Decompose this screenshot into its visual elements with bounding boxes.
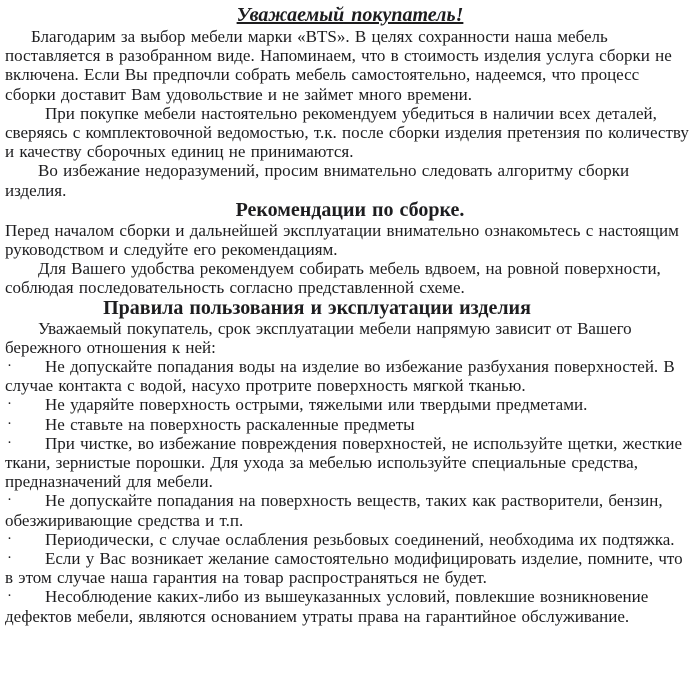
intro-paragraph-follow-algorithm: Во избежание недоразумений, просим внимательно следовать алгоритму сборки изделия. xyxy=(5,161,630,200)
intro-paragraph-check-parts: При покупке мебели настоятельно рекомендуем убедиться в наличии всех деталей, сверяясь с комплектовочной ведомостью, т.к. после сборки изделия претензия по количеству и качеству сборочных единиц не принимаются. xyxy=(5,103,689,162)
usage-rule-cleaning xyxy=(5,434,695,492)
usage-rule-tighten-joints xyxy=(5,530,695,549)
usage-rule-text: Не ставьте на поверхность раскаленные предметы xyxy=(45,414,415,434)
usage-rule-text: Не ударяйте поверхность острыми, тяжелыми или твердыми предметами. xyxy=(45,395,588,415)
usage-lead-paragraph: Уважаемый покупатель, срок эксплуатации мебели напрямую зависит от Вашего бережного отношения к ней: xyxy=(5,318,632,357)
usage-rule-no-solvents xyxy=(5,491,695,529)
usage-rule-text: Если у Вас возникает желание самостоятельно модифицировать изделие, помните, что в этом случае наша гарантия на товар распространяться не будет. xyxy=(5,549,683,588)
assembly-paragraph-read-manual: Перед началом сборки и дальнейшей эксплуатации внимательно ознакомьтесь с настоящим руководством и следуйте его рекомендациям. xyxy=(5,220,679,260)
document-title: Уважаемый покупатель! xyxy=(236,4,464,26)
bullet-marker: · xyxy=(7,550,12,567)
bullet-marker: · xyxy=(7,492,12,509)
bullet-marker: · xyxy=(7,434,12,451)
bullet-marker: · xyxy=(7,588,12,605)
usage-rule-text: Периодически, с случае ослабления резьбовых соединений, необходима их подтяжка. xyxy=(45,529,675,549)
usage-section-heading: Правила пользования и эксплуатации изделия xyxy=(103,296,531,319)
bullet-marker: · xyxy=(7,358,12,375)
usage-rule-no-impacts xyxy=(5,395,695,414)
usage-rule-no-modification xyxy=(5,549,695,587)
assembly-paragraph-two-people: Для Вашего удобства рекомендуем собирать мебель вдвоем, на ровной поверхности, соблюдая последовательность согласно представленной схеме. xyxy=(5,259,661,298)
intro-paragraph-thanks: Благодарим за выбор мебели марки «BTS». В целях сохранности наша мебель поставляется в разобранном виде. Напоминаем, что в стоимость изделия услуга сборки не включена. Если Вы предпочли собрать мебель самостоятельно, надеемся, что процесс сборки доставит Вам удовольствие и не займет много времени. xyxy=(5,27,672,104)
usage-rule-no-water xyxy=(5,357,695,395)
usage-rule-text: Не допускайте попадания на поверхность веществ, таких как растворители, бензин, обезжиривающие средства и т.п. xyxy=(5,491,663,530)
usage-rule-no-hot-objects xyxy=(5,415,695,434)
bullet-marker: · xyxy=(7,530,12,547)
bullet-marker: · xyxy=(7,396,12,413)
usage-rule-warranty-loss xyxy=(5,587,695,625)
assembly-section-heading: Рекомендации по сборке. xyxy=(235,198,465,221)
usage-rule-text: Несоблюдение каких-либо из вышеуказанных условий, повлекшие возникновение дефектов мебели, являются основанием утраты права на гарантийное обслуживание. xyxy=(5,587,649,626)
usage-rule-text: При чистке, во избежание повреждения поверхностей, не используйте щетки, жесткие ткани, зернистые порошки. Для ухода за мебелью используйте специальные средства, предназначений для мебели. xyxy=(5,433,683,492)
bullet-marker: · xyxy=(7,415,12,432)
usage-rule-text: Не допускайте попадания воды на изделие во избежание разбухания поверхностей. В случае контакта с водой, насухо протрите поверхность мягкой тканью. xyxy=(5,357,675,396)
